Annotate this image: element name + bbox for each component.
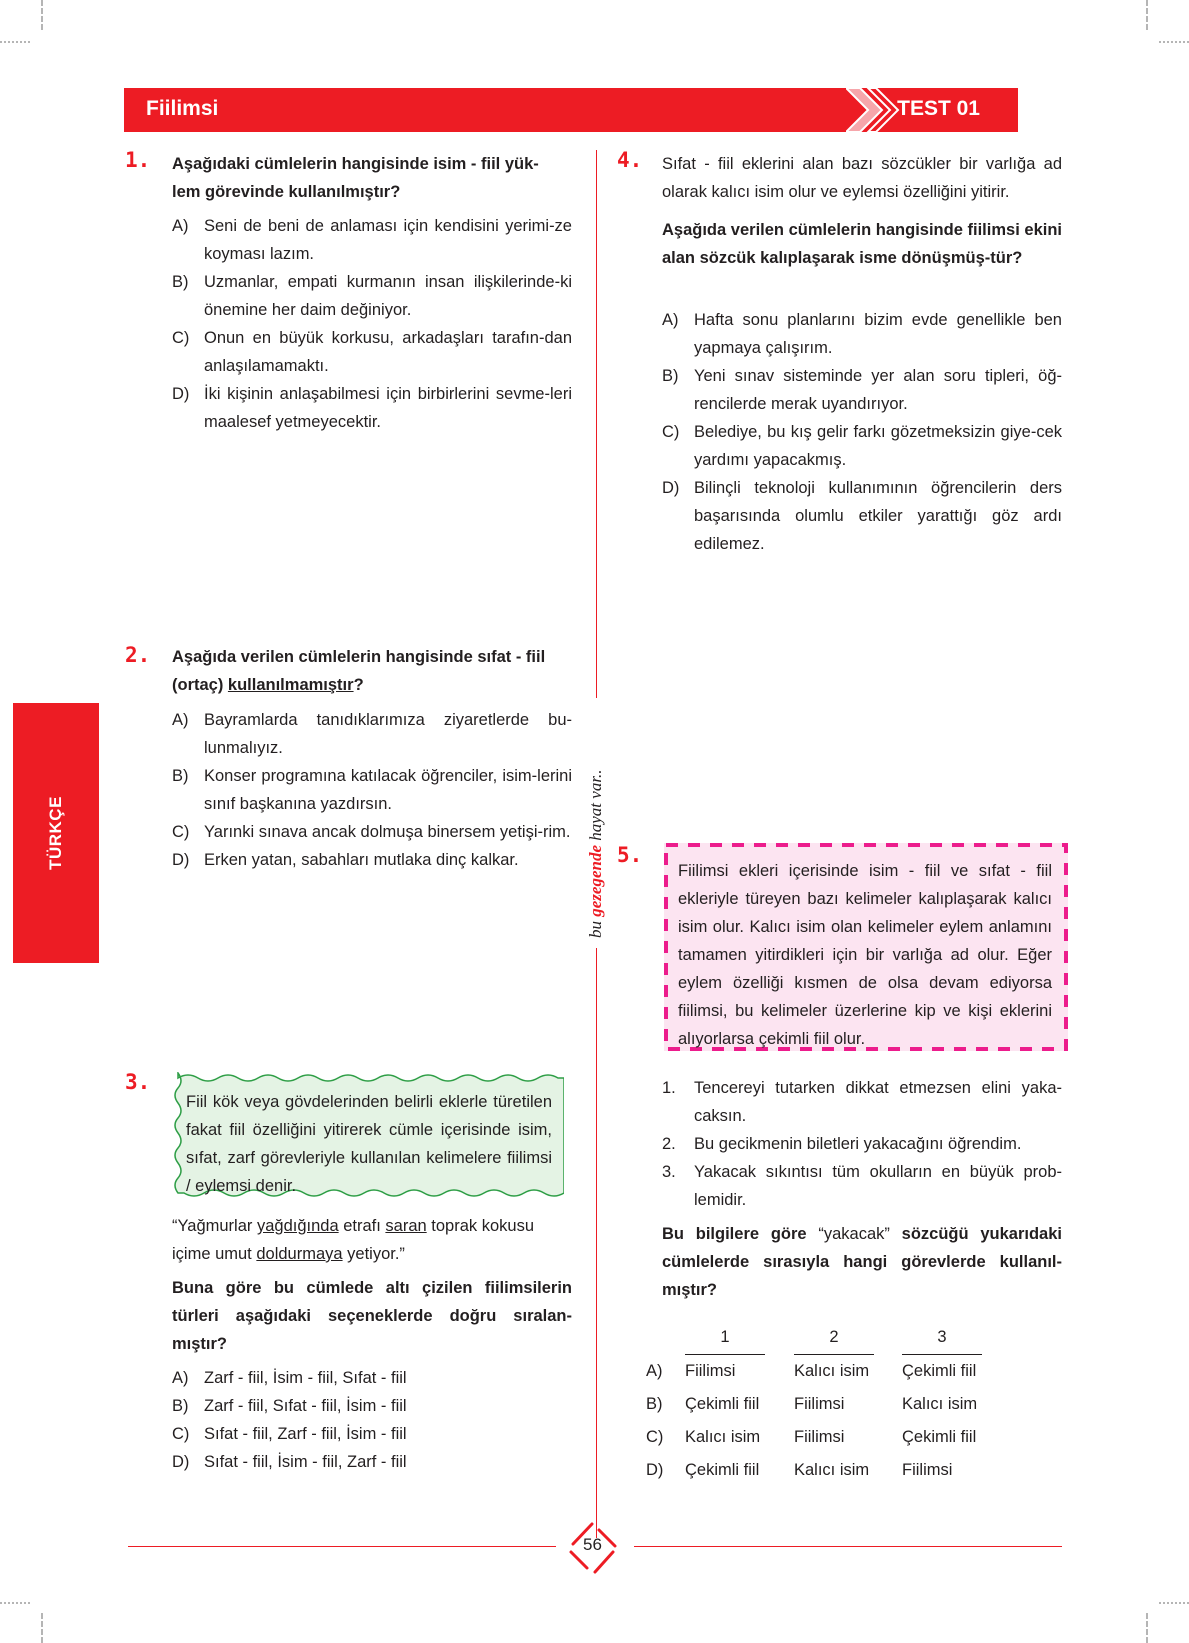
question-5-stem	[662, 1220, 1062, 1304]
stem-text: sözcüğü yukarıdaki cümlelerde sırasıyla hangi görevlerde kullanıl-mıştır?	[662, 1225, 1062, 1299]
option-letter: C)	[646, 1428, 664, 1446]
option-a[interactable]	[646, 1362, 1026, 1392]
option-d[interactable]	[172, 380, 572, 436]
question-2-stem	[172, 643, 572, 699]
question-number: 5.	[617, 843, 643, 867]
option-letter: D)	[662, 479, 680, 497]
slogan-highlight: gezegende	[586, 844, 605, 917]
footer-rule	[128, 1546, 556, 1547]
option-letter: D)	[646, 1461, 664, 1479]
option-b[interactable]	[662, 362, 1062, 418]
option-text: Zarf - fiil, Sıfat - fiil, İsim - fiil	[204, 1397, 407, 1415]
stem-line: Aşağıdaki cümlelerin hangisinde isim - fiil yük-	[172, 155, 539, 173]
sentence-number: 2.	[662, 1135, 676, 1153]
option-b[interactable]	[172, 762, 572, 818]
option-letter: C)	[172, 1425, 190, 1443]
header-rule	[685, 1354, 765, 1355]
option-text: Hafta sonu planlarını bizim evde genellikle ben yapmaya çalışırım.	[694, 311, 1062, 357]
column-divider	[596, 150, 597, 698]
option-text: Konser programına katılacak öğrenciler, isim-lerini sınıf başkanına yazdırsın.	[204, 767, 572, 813]
stem-text: Aşağıda verilen cümlelerin hangisinde sıfat - fiil (ortaç)	[172, 648, 546, 694]
option-text: Bayramlarda tanıdıklarımıza ziyaretlerde bu-lunmalıyız.	[204, 711, 572, 757]
footer-rule	[634, 1546, 1062, 1547]
header-rule	[902, 1354, 982, 1355]
option-c[interactable]	[172, 818, 572, 846]
stem-quoted-word: “yakacak”	[818, 1225, 890, 1243]
option-b[interactable]	[646, 1395, 1026, 1425]
numbered-sentence	[662, 1074, 1062, 1130]
slogan	[575, 720, 615, 940]
crop-mark	[1159, 41, 1189, 43]
sentence-text: Bu gecikmenin biletleri yakacağını öğrendim.	[694, 1135, 1022, 1153]
quote-text: toprak kokusu içime umut	[172, 1217, 534, 1263]
question-4-stem: Aşağıda verilen cümlelerin hangisinde fiilimsi ekini alan sözcük kalıplaşarak isme dönüşmüş-tür?	[662, 221, 1062, 267]
numbered-sentence	[662, 1158, 1062, 1214]
option-letter: A)	[172, 217, 189, 235]
table-cell: Çekimli fiil	[685, 1461, 760, 1479]
test-label: TEST 01	[897, 97, 980, 120]
table-cell: Çekimli fiil	[685, 1395, 760, 1413]
table-cell: Fiilimsi	[685, 1362, 736, 1380]
slogan-post: hayat var..	[586, 769, 605, 845]
table-cell: Çekimli fiil	[902, 1428, 977, 1446]
option-c[interactable]	[172, 324, 572, 380]
option-b[interactable]	[172, 1392, 572, 1420]
stem-text: Bu bilgilere göre	[662, 1225, 819, 1243]
subject-side-tab	[13, 703, 99, 963]
option-text: Erken yatan, sabahları mutlaka dinç kalkar.	[204, 851, 519, 869]
question-5-sentences	[662, 1074, 1062, 1214]
option-text: Belediye, bu kış gelir farkı gözetmeksizin giye-cek yardımı yapacakmış.	[694, 423, 1062, 469]
crop-mark	[0, 1602, 30, 1604]
option-d[interactable]	[662, 474, 1062, 558]
stem-underlined: kullanılmamıştır	[227, 676, 354, 694]
option-text: Onun en büyük korkusu, arkadaşları tarafın-dan anlaşılamamaktı.	[204, 329, 572, 375]
option-text: Seni de beni de anlaması için kendisini yerimi-ze koyması lazım.	[204, 217, 572, 263]
crop-mark	[1159, 1602, 1189, 1604]
question-number: 4.	[617, 148, 643, 172]
option-d[interactable]	[172, 1448, 572, 1476]
crop-mark	[41, 1613, 43, 1643]
option-text: Zarf - fiil, İsim - fiil, Sıfat - fiil	[204, 1369, 407, 1387]
subject-label: TÜRKÇE	[46, 796, 65, 870]
numbered-sentence	[662, 1130, 1062, 1158]
svg-text:bu gezegende hayat var..	[586, 769, 605, 938]
info-text: Fiilimsi ekleri içerisinde isim - fiil ve sıfat - fiil ekleriyle türeyen bazı kelimeler kalıplaşarak kalıcı isim olur. Kalıcı isim olan kelimeler eylem anlamını tamamen yitirdikleri için bir varlığa ad olur. Eğer eylem özelliği kısmen de olsa devam ediyorsa fiilimsi, bu kelimeler üzerlerine kip ve kişi eklerini alıyorlarsa çekimli fiil olur.	[678, 862, 1052, 1048]
question-3-stem: Buna göre bu cümlede altı çizilen fiilimsilerin türleri aşağıdaki seçeneklerde doğru sıralan-mıştır?	[172, 1279, 572, 1353]
page-number: 56	[583, 1535, 602, 1554]
header-rule	[794, 1354, 874, 1355]
info-box	[664, 843, 1068, 1051]
option-c[interactable]	[646, 1428, 1026, 1458]
crop-mark	[1146, 0, 1148, 30]
slogan-pre: bu	[586, 916, 605, 938]
option-a[interactable]	[172, 706, 572, 762]
crop-mark	[0, 41, 30, 43]
quote-text: “Yağmurlar	[172, 1217, 257, 1235]
stem-text: ?	[353, 676, 364, 694]
question-4-intro: Sıfat - fiil eklerini alan bazı sözcükler bir varlığa ad olarak kalıcı isim olur ve eylemsi özelliğini yitirir.	[662, 155, 1062, 201]
option-letter: D)	[172, 385, 190, 403]
column-header: 2	[829, 1328, 839, 1346]
question-3-options	[172, 1364, 572, 1476]
column-header: 3	[937, 1328, 947, 1346]
quote-text: etrafı	[338, 1217, 386, 1235]
option-letter: A)	[662, 311, 679, 329]
table-cell: Kalıcı isim	[685, 1428, 761, 1446]
underlined-word: yağdığında	[256, 1217, 339, 1235]
option-c[interactable]	[662, 418, 1062, 474]
underlined-word: saran	[385, 1217, 427, 1235]
question-number: 1.	[125, 148, 151, 172]
option-letter: C)	[172, 823, 190, 841]
underlined-word: doldurmaya	[256, 1245, 343, 1263]
option-text: Bilinçli teknoloji kullanımının öğrencilerin ders başarısında olumlu etkiler yarattığı göz ardı edilemez.	[694, 479, 1062, 553]
crop-mark	[41, 0, 43, 30]
option-letter: B)	[172, 767, 189, 785]
option-letter: A)	[172, 1369, 189, 1387]
question-4-options	[662, 306, 1062, 558]
option-b[interactable]	[172, 268, 572, 324]
question-2-options	[172, 706, 572, 874]
option-letter: B)	[172, 1397, 189, 1415]
table-cell: Fiilimsi	[902, 1461, 953, 1479]
table-cell: Fiilimsi	[794, 1428, 845, 1446]
crop-mark	[1146, 1613, 1148, 1643]
sentence-text: Tencereyi tutarken dikkat etmezsen elini yaka-caksın.	[694, 1079, 1062, 1125]
question-number: 2.	[125, 643, 151, 667]
quote-text: yetiyor.”	[342, 1245, 405, 1263]
sentence-text: Yakacak sıkıntısı tüm okulların en büyük prob-lemidir.	[694, 1163, 1062, 1209]
question-number: 3.	[125, 1070, 151, 1094]
column-divider	[596, 948, 597, 1538]
option-letter: A)	[646, 1362, 663, 1380]
stem-line: lem görevinde kullanılmıştır?	[172, 183, 401, 201]
question-1-stem	[172, 150, 572, 206]
option-a[interactable]	[662, 306, 1062, 362]
option-text: Sıfat - fiil, Zarf - fiil, İsim - fiil	[204, 1425, 407, 1443]
sentence-number: 1.	[662, 1079, 676, 1097]
quote-sentence	[172, 1212, 572, 1268]
option-a[interactable]	[172, 1364, 572, 1392]
sentence-number: 3.	[662, 1163, 676, 1181]
option-letter: D)	[172, 1453, 190, 1471]
option-letter: B)	[662, 367, 679, 385]
table-cell: Kalıcı isim	[902, 1395, 978, 1413]
definition-text: Fiil kök veya gövdelerinden belirli eklerle türetilen fakat fiil özelliğini yitirerek cümle içerisinde isim, sıfat, zarf görevleriyle kullanılan kelimelere fiilimsi / eylemsi denir.	[186, 1093, 552, 1195]
option-c[interactable]	[172, 1420, 572, 1448]
option-letter: D)	[172, 851, 190, 869]
column-header: 1	[720, 1328, 730, 1346]
page-number-badge	[565, 1520, 620, 1575]
section-header	[124, 88, 1018, 132]
table-cell: Kalıcı isim	[794, 1362, 870, 1380]
option-text: İki kişinin anlaşabilmesi için birbirlerini sevme-leri maalesef yetmeyecektir.	[204, 385, 572, 431]
table-cell: Çekimli fiil	[902, 1362, 977, 1380]
option-text: Yarınki sınava ancak dolmuşa binersem yetişi-rim.	[204, 823, 571, 841]
option-d[interactable]	[646, 1461, 1026, 1491]
option-letter: B)	[172, 273, 189, 291]
option-d[interactable]	[172, 846, 572, 874]
table-cell: Kalıcı isim	[794, 1461, 870, 1479]
table-cell: Fiilimsi	[794, 1395, 845, 1413]
section-title: Fiilimsi	[146, 97, 219, 120]
question-1-options	[172, 212, 572, 436]
option-letter: C)	[662, 423, 680, 441]
option-letter: A)	[172, 711, 189, 729]
option-a[interactable]	[172, 212, 572, 268]
definition-box	[172, 1072, 564, 1199]
option-text: Uzmanlar, empati kurmanın insan ilişkilerinde-ki önemine her daim değiniyor.	[204, 273, 572, 319]
option-text: Yeni sınav sisteminde yer alan soru tipleri, öğ-rencilerde merak uyandırıyor.	[694, 367, 1062, 413]
option-letter: C)	[172, 329, 190, 347]
option-letter: B)	[646, 1395, 663, 1413]
option-text: Sıfat - fiil, İsim - fiil, Zarf - fiil	[204, 1453, 407, 1471]
